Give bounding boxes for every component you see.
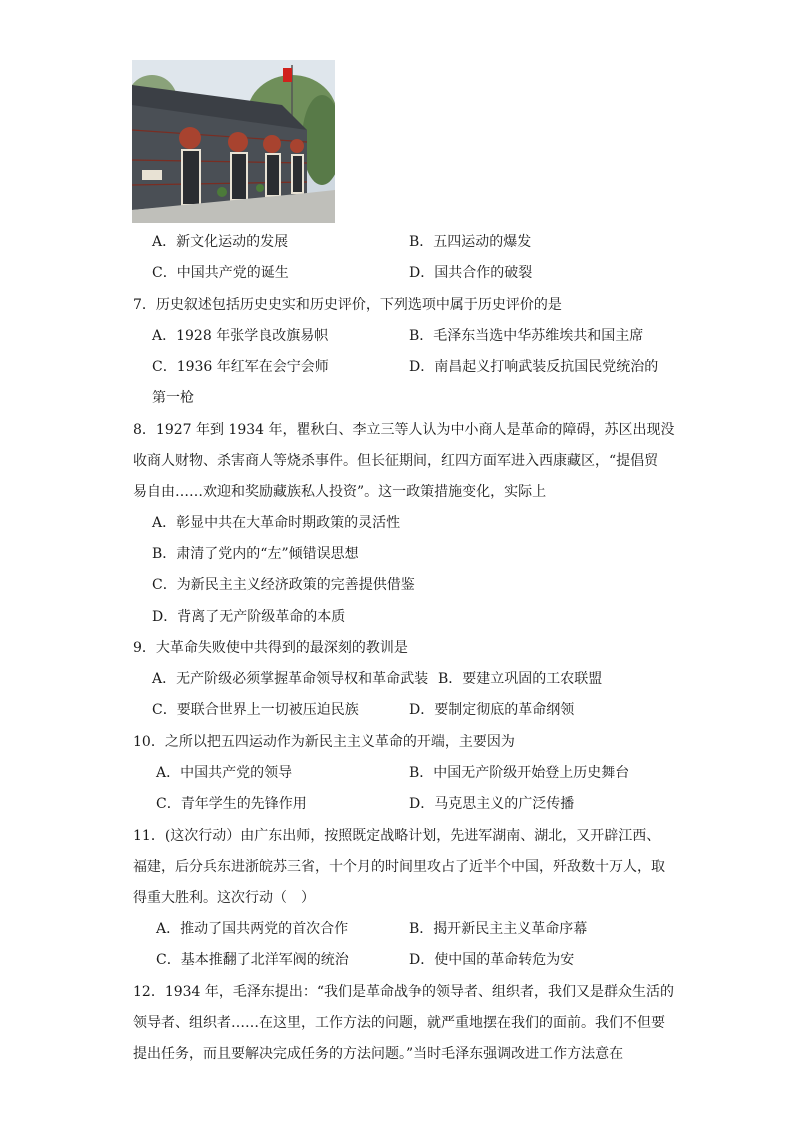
q11-stem-line-3: 得重大胜利。这次行动（ ） (133, 890, 315, 906)
q6-option-c[interactable]: C．中国共产党的诞生 (152, 265, 289, 281)
q10-option-c[interactable]: C．青年学生的先锋作用 (156, 796, 307, 812)
q8-option-a[interactable]: A．彰显中共在大革命时期政策的灵活性 (152, 515, 401, 531)
q8-option-b[interactable]: B．肃清了党内的“左”倾错误思想 (152, 546, 359, 562)
q11-stem-line-2: 福建，后分兵东进浙皖苏三省，十个月的时间里攻占了近半个中国，歼敌数十万人，取 (133, 859, 665, 875)
q12-stem-line-3: 提出任务，而且要解决完成任务的方法问题。”当时毛泽东强调改进工作方法意在 (133, 1046, 624, 1062)
q7-stem: 7．历史叙述包括历史史实和历史评价，下列选项中属于历史评价的是 (133, 297, 562, 313)
q12-stem-line-2: 领导者、组织者……在这里，工作方法的问题，就严重地摆在我们的面前。我们不但要 (133, 1015, 665, 1031)
q6-option-b[interactable]: B．五四运动的爆发 (409, 234, 532, 250)
q10-stem: 10．之所以把五四运动作为新民主主义革命的开端，主要因为 (133, 734, 515, 750)
q9-option-a[interactable]: A．无产阶级必须掌握革命领导权和革命武装 (152, 671, 429, 687)
q8-stem-line-1: 8．1927 年到 1934 年，瞿秋白、李立三等人认为中小商人是革命的障碍，苏区出现没 (133, 422, 675, 438)
q9-option-b[interactable]: B．要建立巩固的工农联盟 (438, 671, 603, 687)
q7-option-b[interactable]: B．毛泽东当选中华苏维埃共和国主席 (409, 328, 644, 344)
q9-option-c[interactable]: C．要联合世界上一切被压迫民族 (152, 702, 359, 718)
q8-stem-line-2: 收商人财物、杀害商人等烧杀事件。但长征期间，红四方面军进入西康藏区，“提倡贸 (133, 453, 659, 469)
q10-option-a[interactable]: A．中国共产党的领导 (156, 765, 293, 781)
q9-option-d[interactable]: D．要制定彻底的革命纲领 (409, 702, 575, 718)
q11-option-d[interactable]: D．使中国的革命转危为安 (409, 952, 575, 968)
q7-option-c[interactable]: C．1936 年红军在会宁会师 (152, 359, 329, 375)
q8-stem-line-3: 易自由……欢迎和奖励藏族私人投资”。这一政策措施变化，实际上 (133, 484, 547, 500)
q10-option-b[interactable]: B．中国无产阶级开始登上历史舞台 (409, 765, 630, 781)
q9-stem: 9．大革命失败使中共得到的最深刻的教训是 (133, 640, 408, 656)
q11-option-c[interactable]: C．基本推翻了北洋军阀的统治 (156, 952, 349, 968)
q7-option-a[interactable]: A．1928 年张学良改旗易帜 (152, 328, 329, 344)
q7-option-d[interactable]: D．南昌起义打响武装反抗国民党统治的 (409, 359, 659, 375)
q6-option-a[interactable]: A．新文化运动的发展 (152, 234, 289, 250)
q11-stem-line-1: 11．(这次行动）由广东出师，按照既定战略计划，先进军湖南、湖北，又开辟江西、 (133, 828, 661, 844)
q12-stem-line-1: 12．1934 年，毛泽东提出：“我们是革命战争的领导者、组织者，我们又是群众生活的 (133, 984, 675, 1000)
building-photo-icon (132, 60, 335, 223)
q8-option-d[interactable]: D．背离了无产阶级革命的本质 (152, 609, 346, 625)
q8-option-c[interactable]: C．为新民主主义经济政策的完善提供借鉴 (152, 577, 415, 593)
q11-option-a[interactable]: A．推动了国共两党的首次合作 (156, 921, 349, 937)
q10-option-d[interactable]: D．马克思主义的广泛传播 (409, 796, 575, 812)
q7-option-d-continuation: 第一枪 (152, 390, 194, 406)
q6-option-d[interactable]: D．国共合作的破裂 (409, 265, 533, 281)
q11-option-b[interactable]: B．揭开新民主主义革命序幕 (409, 921, 588, 937)
